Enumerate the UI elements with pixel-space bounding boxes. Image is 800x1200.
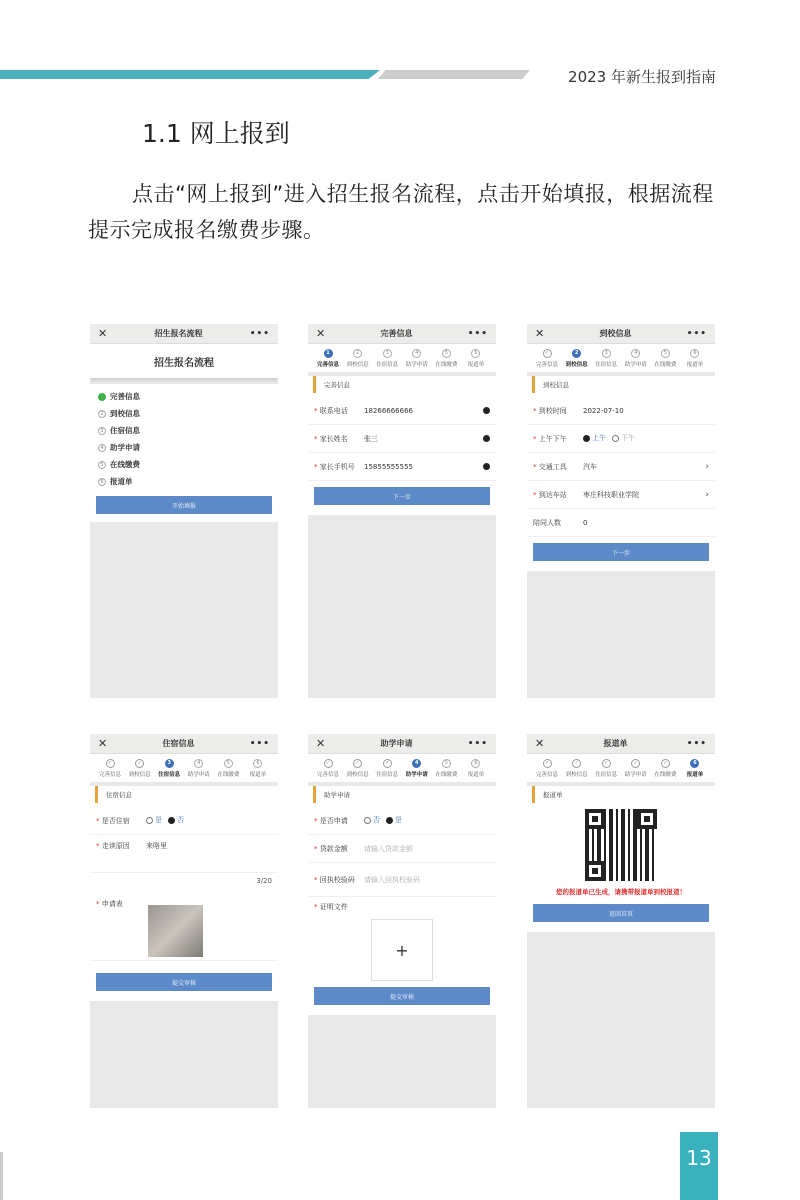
submit-button[interactable]: 提交审核: [96, 973, 272, 991]
form-card: [90, 786, 278, 1001]
radio-unchecked-icon: [612, 435, 619, 442]
upload-plus-icon[interactable]: +: [371, 919, 433, 981]
app-bar: [308, 324, 496, 344]
more-icon[interactable]: •••: [467, 328, 488, 339]
step-item[interactable]: ✓ 在线缴费: [654, 760, 677, 778]
more-icon[interactable]: •••: [686, 328, 707, 339]
step-item[interactable]: ✓ 完善信息: [316, 760, 339, 778]
step-item[interactable]: 6 报道单: [686, 350, 704, 368]
application-photo[interactable]: [148, 905, 203, 957]
page-number: 13: [680, 1132, 718, 1200]
stay-field[interactable]: * 是否住宿 是 否: [90, 807, 278, 835]
clear-icon[interactable]: [483, 407, 490, 414]
step-item[interactable]: 6 报道单: [467, 350, 485, 368]
step-indicator: [90, 754, 278, 782]
close-icon[interactable]: ✕: [535, 327, 545, 340]
app-bar-title: 完善信息: [380, 329, 413, 338]
submit-button[interactable]: 提交审核: [314, 987, 490, 1005]
app-bar: [527, 734, 715, 754]
app-bar-title: 助学申请: [380, 739, 413, 748]
step-item[interactable]: 6 报道单: [249, 760, 267, 778]
radio-checked-icon: [168, 817, 175, 824]
qr-code-icon: [585, 809, 657, 881]
step-item[interactable]: ✓ 住宿信息: [595, 760, 618, 778]
more-icon[interactable]: •••: [467, 738, 488, 749]
header-teal-stripe: [0, 70, 380, 79]
list-item[interactable]: 4 助学申请: [90, 439, 278, 456]
application-form-field[interactable]: * 申请表: [90, 895, 278, 961]
clear-icon[interactable]: [483, 435, 490, 442]
section-title: 1.1 网上报到: [142, 119, 290, 148]
step-indicator: [308, 754, 496, 782]
more-icon[interactable]: •••: [249, 328, 270, 339]
step-item[interactable]: 6 报道单: [686, 760, 704, 778]
step-number-icon: 5: [98, 461, 106, 469]
app-bar: [527, 324, 715, 344]
step-item[interactable]: ✓ 助学申请: [624, 760, 647, 778]
close-icon[interactable]: ✕: [316, 327, 326, 340]
companions-field[interactable]: 陪同人数 0: [527, 509, 715, 537]
phone-field[interactable]: * 联系电话 18266666666: [308, 397, 496, 425]
radio-checked-icon: [583, 435, 590, 442]
step-item[interactable]: ✓ 到校信息: [128, 760, 151, 778]
step-indicator: [527, 754, 715, 782]
section-header: 报道单: [532, 786, 710, 803]
step-item[interactable]: 3 住宿信息: [158, 760, 181, 778]
radio-unchecked-icon: [364, 817, 371, 824]
clear-icon[interactable]: [483, 463, 490, 470]
app-bar-title: 住宿信息: [162, 739, 195, 748]
receipt-code-field[interactable]: * 回执校验码 请输入回执校验码: [308, 863, 496, 897]
page-edge-mark: [0, 1152, 3, 1200]
step-item[interactable]: 5 在线缴费: [654, 350, 677, 368]
parent-name-field[interactable]: * 家长姓名 张三: [308, 425, 496, 453]
step-item[interactable]: ✓ 到校信息: [346, 760, 369, 778]
next-button[interactable]: 下一步: [533, 543, 709, 561]
list-item[interactable]: 2 到校信息: [90, 405, 278, 422]
screenshot-report-slip: [527, 734, 715, 1108]
step-item[interactable]: 1 完善信息: [316, 350, 339, 368]
step-item[interactable]: 4 助学申请: [187, 760, 210, 778]
section-header: 住宿信息: [95, 786, 273, 803]
step-item[interactable]: ✓ 完善信息: [535, 350, 558, 368]
form-card: [308, 786, 496, 1015]
chevron-right-icon: ›: [705, 461, 709, 472]
more-icon[interactable]: •••: [686, 738, 707, 749]
radio-unchecked-icon: [146, 817, 153, 824]
step-number-icon: 3: [98, 427, 106, 435]
screenshot-aid-application: [308, 734, 496, 1108]
app-bar-title: 到校信息: [599, 329, 632, 338]
step-number-icon: 6: [98, 478, 106, 486]
step-item[interactable]: 4 助学申请: [405, 760, 428, 778]
status-message: 您的报道单已生成，请携带报道单到校报道！: [556, 888, 686, 896]
guide-title: 2023 年新生报到指南: [568, 68, 716, 86]
char-counter: 3/20: [256, 877, 272, 885]
app-bar: [90, 324, 278, 344]
screenshot-arrival-info: [527, 324, 715, 698]
step-item[interactable]: 6 报道单: [467, 760, 485, 778]
section-header: 到校信息: [532, 376, 710, 393]
list-item[interactable]: 5 在线缴费: [90, 456, 278, 473]
proof-file-field: * 证明文件: [308, 897, 496, 917]
step-item[interactable]: 3 住宿信息: [376, 350, 399, 368]
chevron-right-icon: ›: [705, 489, 709, 500]
app-bar: [90, 734, 278, 754]
header-gray-stripe: [378, 70, 530, 79]
step-item[interactable]: ✓ 完善信息: [535, 760, 558, 778]
step-item[interactable]: 2 到校信息: [346, 350, 369, 368]
step-item[interactable]: 5 在线缴费: [435, 350, 458, 368]
transport-field[interactable]: * 交通工具 汽车 ›: [527, 453, 715, 481]
parent-phone-field[interactable]: * 家长手机号 15855555555: [308, 453, 496, 481]
close-icon[interactable]: ✕: [316, 737, 326, 750]
report-card: [527, 786, 715, 932]
app-bar: [308, 734, 496, 754]
step-done-icon: [98, 393, 106, 401]
step-indicator: [527, 344, 715, 372]
step-item[interactable]: 2 到校信息: [565, 350, 588, 368]
section-header: 助学申请: [313, 786, 491, 803]
loan-amount-field[interactable]: * 贷款金额 请输入贷款金额: [308, 835, 496, 863]
step-number-icon: 4: [98, 444, 106, 452]
form-card: [527, 376, 715, 571]
step-item[interactable]: 5 在线缴费: [435, 760, 458, 778]
step-item[interactable]: 4 助学申请: [624, 350, 647, 368]
station-field[interactable]: * 到达车站 枣庄科技职业学院 ›: [527, 481, 715, 509]
start-button[interactable]: 开始填报: [96, 496, 272, 514]
ampm-field[interactable]: * 上午下午 上午 下午: [527, 425, 715, 453]
close-icon[interactable]: ✕: [98, 737, 108, 750]
more-icon[interactable]: •••: [249, 738, 270, 749]
close-icon[interactable]: ✕: [535, 737, 545, 750]
list-item[interactable]: 完善信息: [90, 388, 278, 405]
list-item[interactable]: 3 住宿信息: [90, 422, 278, 439]
radio-checked-icon: [386, 817, 393, 824]
flow-heading: 招生报名流程: [90, 344, 278, 378]
arrival-time-field[interactable]: * 到校时间 2022-07-10: [527, 397, 715, 425]
step-item[interactable]: 5 在线缴费: [217, 760, 240, 778]
reason-field[interactable]: * 走读原因 来咯里: [90, 835, 278, 873]
step-item[interactable]: ✓ 完善信息: [98, 760, 121, 778]
screenshot-dorm-info: [90, 734, 278, 1108]
step-item[interactable]: ✓ 住宿信息: [376, 760, 399, 778]
screenshot-complete-info: [308, 324, 496, 698]
next-button[interactable]: 下一步: [314, 487, 490, 505]
screenshot-signup-flow: [90, 324, 278, 698]
intro-paragraph: 点击“网上报到”进入招生报名流程，点击开始填报，根据流程提示完成报名缴费步骤。: [88, 182, 714, 242]
section-header: 完善信息: [313, 376, 491, 393]
app-bar-title: 报道单: [603, 739, 628, 748]
step-item[interactable]: 3 住宿信息: [595, 350, 618, 368]
step-item[interactable]: 4 助学申请: [405, 350, 428, 368]
apply-field[interactable]: * 是否申请 否 是: [308, 807, 496, 835]
step-item[interactable]: ✓ 到校信息: [565, 760, 588, 778]
app-bar-title: 招生报名流程: [154, 329, 203, 338]
list-item[interactable]: 6 报道单: [90, 473, 278, 490]
step-number-icon: 2: [98, 410, 106, 418]
home-button[interactable]: 返回首页: [533, 904, 709, 922]
step-indicator: [308, 344, 496, 372]
form-card: [308, 376, 496, 515]
close-icon[interactable]: ✕: [98, 327, 108, 340]
flow-list: [90, 384, 278, 522]
